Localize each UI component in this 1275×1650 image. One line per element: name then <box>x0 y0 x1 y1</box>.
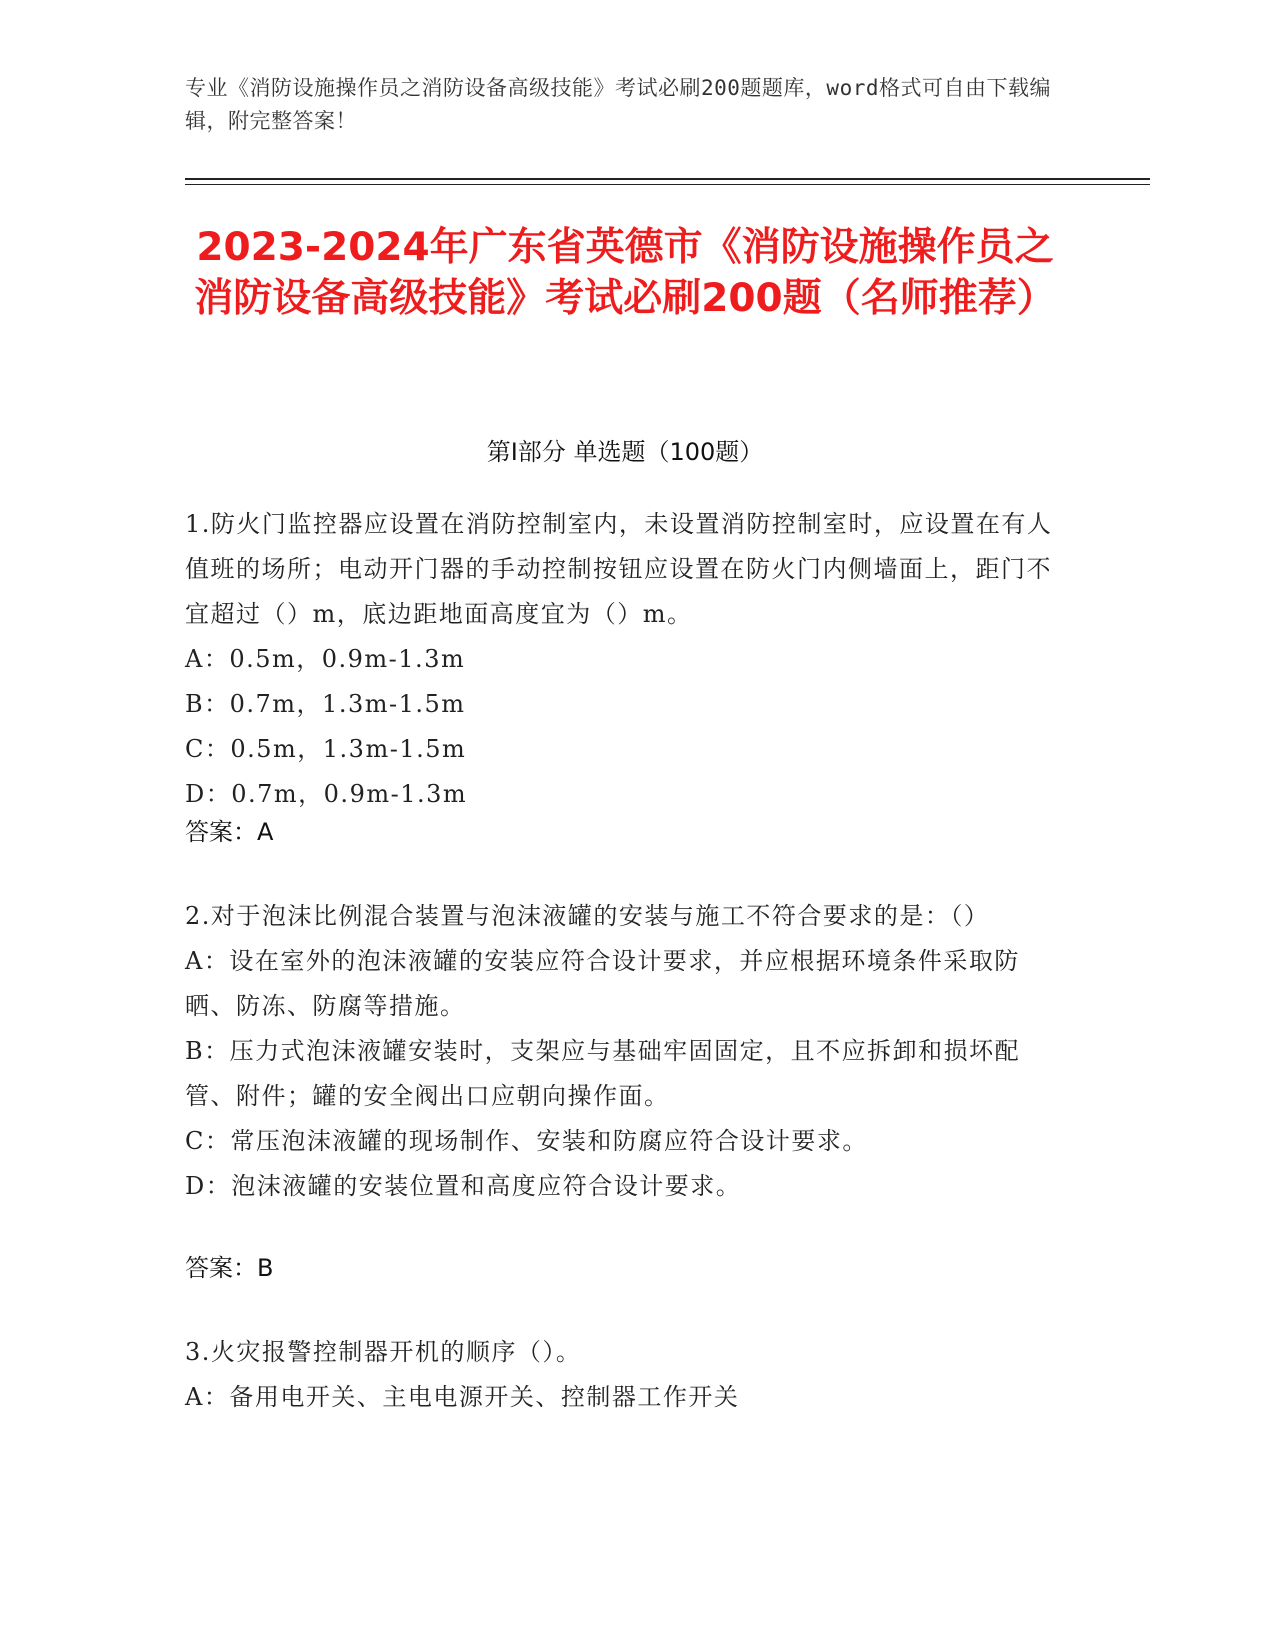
option-a: A：备用电开关、主电电源开关、控制器工作开关 <box>185 1383 740 1411</box>
option-a: A：设在室外的泡沫液罐的安装应符合设计要求，并应根据环境条件采取防晒、防冻、防腐等措施。 <box>185 947 1020 1020</box>
question-1 <box>185 502 1065 817</box>
section-title: 第I部分 单选题（100题） <box>486 438 764 466</box>
question-stem: 1.防火门监控器应设置在消防控制室内，未设置消防控制室时，应设置在有人值班的场所；电动开门器的手动控制按钮应设置在防火门内侧墙面上，距门不宜超过（）m，底边距地面高度宜为（）m。 <box>185 510 1053 628</box>
document-title: 2023-2024年广东省英德市《消防设施操作员之消防设备高级技能》考试必刷200题（名师推荐） <box>194 225 1056 321</box>
header-note: 专业《消防设施操作员之消防设备高级技能》考试必刷200题题库，word格式可自由下载编辑，附完整答案！ <box>185 76 1051 133</box>
answer: 答案：A <box>185 818 274 846</box>
option-d: D：泡沫液罐的安装位置和高度应符合设计要求。 <box>185 1172 742 1200</box>
option-c: C：0.5m，1.3m-1.5m <box>185 735 467 763</box>
option-a: A：0.5m，0.9m-1.3m <box>185 645 466 673</box>
question-stem: 3.火灾报警控制器开机的顺序（）。 <box>185 1338 582 1366</box>
option-b: B：0.7m，1.3m-1.5m <box>185 690 466 718</box>
header-divider-thin <box>185 184 1150 185</box>
option-d: D：0.7m，0.9m-1.3m <box>185 780 468 808</box>
question-stem: 2.对于泡沫比例混合装置与泡沫液罐的安装与施工不符合要求的是：（） <box>185 902 990 930</box>
question-2 <box>185 894 1065 1209</box>
question-3 <box>185 1330 1065 1420</box>
header-divider-thick <box>185 178 1150 180</box>
option-c: C：常压泡沫液罐的现场制作、安装和防腐应符合设计要求。 <box>185 1127 868 1155</box>
answer: 答案：B <box>185 1254 274 1282</box>
option-b: B：压力式泡沫液罐安装时，支架应与基础牢固固定，且不应拆卸和损坏配管、附件；罐的安全阀出口应朝向操作面。 <box>185 1037 1021 1110</box>
